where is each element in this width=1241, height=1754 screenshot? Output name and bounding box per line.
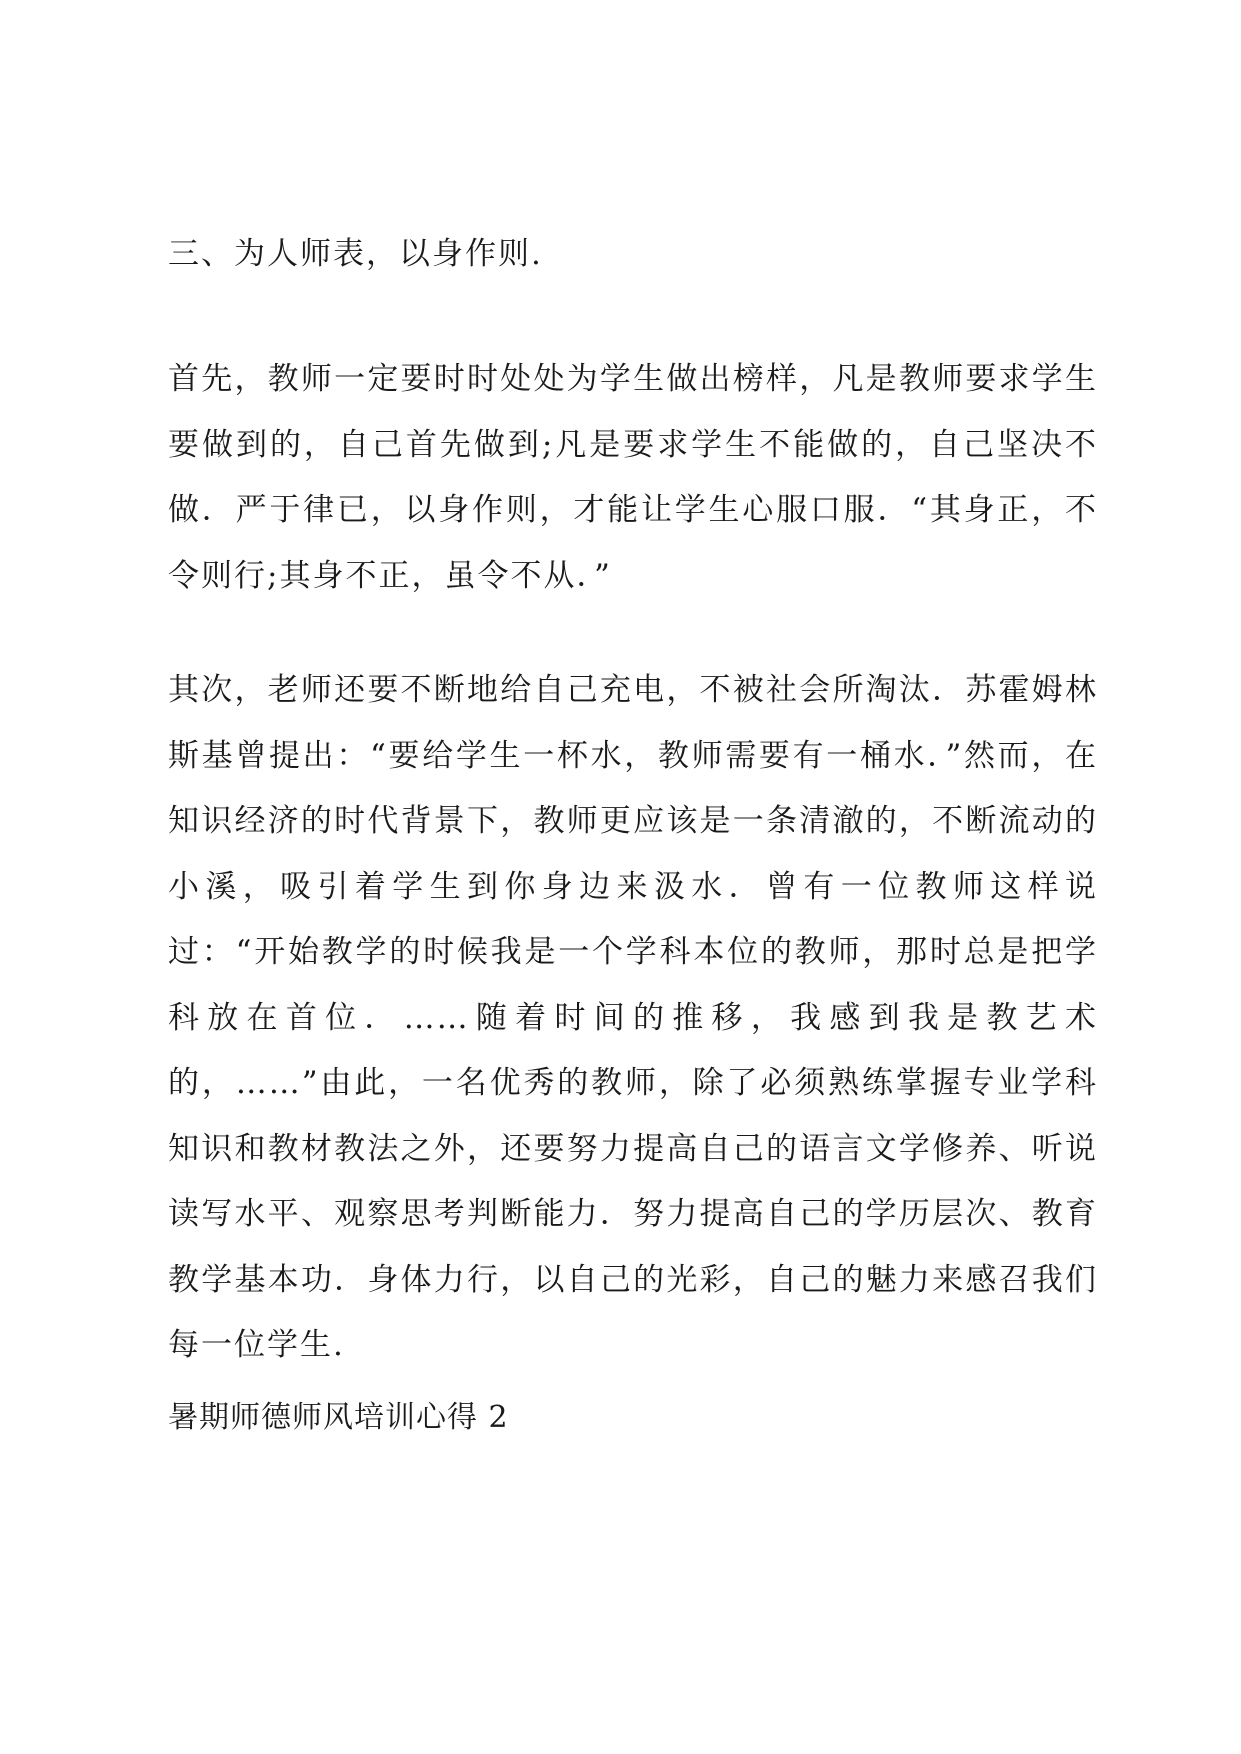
next-section-title: 暑期师德师风培训心得 2 [168, 1400, 509, 1435]
section-heading: 三、为人师表，以身作则. [168, 236, 543, 272]
paragraph-1: 首先，教师一定要时时处处为学生做出榜样，凡是教师要求学生要做到的，自己首先做到;凡是要求学生不能做的，自己坚决不做．严于律已，以身作则，才能让学生心服口服．“其身正，不令则行;其身不正，虽令不从．” [168, 361, 1098, 594]
paragraph-2: 其次，老师还要不断地给自己充电，不被社会所淘汰．苏霍姆林斯基曾提出：“要给学生一杯水，教师需要有一桶水．”然而，在知识经济的时代背景下，教师更应该是一条清澈的，不断流动的小溪，吸引着学生到你身边来汲水．曾有一位教师这样说过：“开始教学的时候我是一个学科本位的教师，那时总是把学科放在首位．……随着时间的推移，我感到我是教艺术的，……”由此，一名优秀的教师，除了必须熟练掌握专业学科知识和教材教法之外，还要努力提高自己的语言文学修养、听说读写水平、观察思考判断能力．努力提高自己的学历层次、教育教学基本功．身体力行，以自己的光彩，自己的魅力来感召我们每一位学生. [168, 672, 1098, 1363]
